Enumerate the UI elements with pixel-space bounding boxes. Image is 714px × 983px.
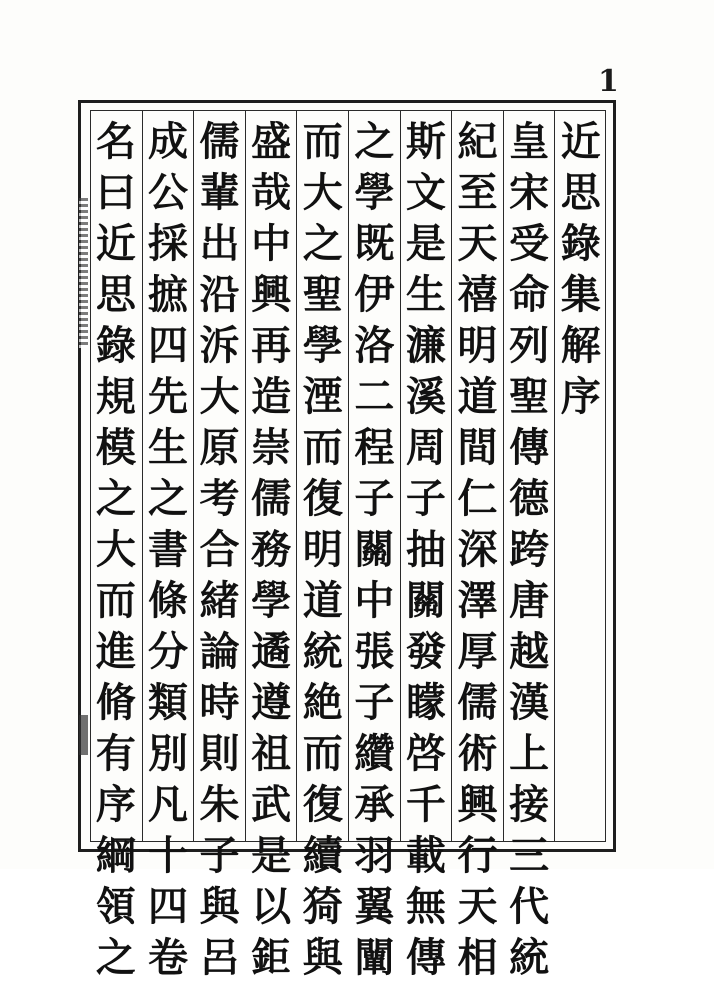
text-character: 術 bbox=[457, 730, 498, 777]
text-character: 造 bbox=[251, 373, 292, 420]
text-character: 子 bbox=[405, 475, 446, 522]
text-character: 務 bbox=[251, 526, 292, 573]
text-column-title bbox=[554, 110, 606, 842]
text-character: 公 bbox=[147, 169, 188, 216]
text-character: 相 bbox=[457, 934, 498, 981]
text-character: 而 bbox=[95, 577, 136, 624]
text-character: 卷 bbox=[147, 934, 188, 981]
text-character: 興 bbox=[457, 781, 498, 828]
text-character: 之 bbox=[95, 934, 136, 981]
text-character: 仁 bbox=[457, 475, 498, 522]
text-character: 接 bbox=[509, 781, 550, 828]
text-character: 而 bbox=[302, 730, 343, 777]
text-character: 二 bbox=[354, 373, 395, 420]
text-character: 學 bbox=[302, 322, 343, 369]
text-character: 序 bbox=[95, 781, 136, 828]
text-character: 泝 bbox=[199, 322, 240, 369]
text-character: 命 bbox=[509, 271, 550, 318]
text-character: 集 bbox=[560, 271, 601, 318]
text-character: 條 bbox=[147, 577, 188, 624]
text-character: 傳 bbox=[509, 424, 550, 471]
text-character: 子 bbox=[354, 475, 395, 522]
text-character: 湮 bbox=[302, 373, 343, 420]
text-character: 禧 bbox=[457, 271, 498, 318]
text-character: 關 bbox=[354, 526, 395, 573]
text-character: 發 bbox=[405, 628, 446, 675]
text-character: 錄 bbox=[95, 322, 136, 369]
text-character: 之 bbox=[302, 220, 343, 267]
text-character: 凡 bbox=[147, 781, 188, 828]
text-character: 纘 bbox=[354, 730, 395, 777]
text-character: 綱 bbox=[95, 832, 136, 879]
text-character: 文 bbox=[405, 169, 446, 216]
text-character: 紀 bbox=[457, 118, 498, 165]
text-character: 行 bbox=[457, 832, 498, 879]
text-character: 明 bbox=[457, 322, 498, 369]
text-character: 洛 bbox=[354, 322, 395, 369]
text-character: 有 bbox=[95, 730, 136, 777]
text-character: 子 bbox=[354, 679, 395, 726]
text-character: 漢 bbox=[509, 679, 550, 726]
text-character: 曰 bbox=[95, 169, 136, 216]
text-character: 朱 bbox=[199, 781, 240, 828]
text-character: 深 bbox=[457, 526, 498, 573]
text-character: 別 bbox=[147, 730, 188, 777]
text-character: 近 bbox=[560, 118, 601, 165]
text-character: 進 bbox=[95, 628, 136, 675]
margin-mark bbox=[79, 715, 88, 755]
text-character: 與 bbox=[302, 934, 343, 981]
text-character: 上 bbox=[509, 730, 550, 777]
text-character: 無 bbox=[405, 883, 446, 930]
text-character: 採 bbox=[147, 220, 188, 267]
text-column bbox=[142, 110, 194, 981]
text-character: 載 bbox=[405, 832, 446, 879]
text-character: 是 bbox=[251, 832, 292, 879]
text-character: 列 bbox=[509, 322, 550, 369]
text-character: 遹 bbox=[251, 628, 292, 675]
text-character: 跨 bbox=[509, 526, 550, 573]
text-character: 受 bbox=[509, 220, 550, 267]
text-column bbox=[245, 110, 297, 981]
text-character: 學 bbox=[251, 577, 292, 624]
text-character: 千 bbox=[405, 781, 446, 828]
text-character: 啓 bbox=[405, 730, 446, 777]
text-character: 呂 bbox=[199, 934, 240, 981]
text-character: 聖 bbox=[509, 373, 550, 420]
text-character: 沿 bbox=[199, 271, 240, 318]
text-character: 翼 bbox=[354, 883, 395, 930]
text-character: 間 bbox=[457, 424, 498, 471]
text-column bbox=[90, 110, 142, 981]
text-character: 猗 bbox=[302, 883, 343, 930]
text-character: 而 bbox=[302, 424, 343, 471]
text-character: 以 bbox=[251, 883, 292, 930]
text-character: 時 bbox=[199, 679, 240, 726]
text-character: 矇 bbox=[405, 679, 446, 726]
text-character: 是 bbox=[405, 220, 446, 267]
text-character: 模 bbox=[95, 424, 136, 471]
text-character: 儒 bbox=[457, 679, 498, 726]
text-character: 規 bbox=[95, 373, 136, 420]
text-character: 唐 bbox=[509, 577, 550, 624]
text-character: 德 bbox=[509, 475, 550, 522]
text-character: 中 bbox=[354, 577, 395, 624]
text-character: 道 bbox=[302, 577, 343, 624]
text-character: 合 bbox=[199, 526, 240, 573]
text-character: 領 bbox=[95, 883, 136, 930]
text-columns bbox=[90, 110, 606, 981]
text-character: 越 bbox=[509, 628, 550, 675]
margin-mark bbox=[79, 198, 88, 348]
text-character: 緒 bbox=[199, 577, 240, 624]
text-character: 祖 bbox=[251, 730, 292, 777]
text-character: 程 bbox=[354, 424, 395, 471]
text-character: 考 bbox=[199, 475, 240, 522]
text-character: 大 bbox=[95, 526, 136, 573]
text-character: 代 bbox=[509, 883, 550, 930]
text-character: 學 bbox=[354, 169, 395, 216]
text-column bbox=[400, 110, 452, 981]
text-character: 大 bbox=[199, 373, 240, 420]
text-character: 儒 bbox=[251, 475, 292, 522]
text-character: 統 bbox=[302, 628, 343, 675]
text-character: 至 bbox=[457, 169, 498, 216]
text-character: 抽 bbox=[405, 526, 446, 573]
text-character: 之 bbox=[354, 118, 395, 165]
text-character: 儒 bbox=[199, 118, 240, 165]
text-character: 而 bbox=[302, 118, 343, 165]
text-column bbox=[503, 110, 555, 981]
text-character: 濂 bbox=[405, 322, 446, 369]
text-character: 分 bbox=[147, 628, 188, 675]
text-column bbox=[451, 110, 503, 981]
text-character: 聖 bbox=[302, 271, 343, 318]
text-character: 澤 bbox=[457, 577, 498, 624]
text-character: 脩 bbox=[95, 679, 136, 726]
text-character: 與 bbox=[199, 883, 240, 930]
text-character: 中 bbox=[251, 220, 292, 267]
text-character: 生 bbox=[147, 424, 188, 471]
text-character: 之 bbox=[147, 475, 188, 522]
text-character: 復 bbox=[302, 781, 343, 828]
text-character: 遵 bbox=[251, 679, 292, 726]
text-character: 再 bbox=[251, 322, 292, 369]
text-character: 三 bbox=[509, 832, 550, 879]
text-character: 天 bbox=[457, 883, 498, 930]
text-character: 關 bbox=[405, 577, 446, 624]
text-character: 興 bbox=[251, 271, 292, 318]
text-character: 絶 bbox=[302, 679, 343, 726]
text-character: 則 bbox=[199, 730, 240, 777]
text-character: 哉 bbox=[251, 169, 292, 216]
text-character: 子 bbox=[199, 832, 240, 879]
text-character: 之 bbox=[95, 475, 136, 522]
text-character: 輩 bbox=[199, 169, 240, 216]
text-character: 周 bbox=[405, 424, 446, 471]
text-character: 明 bbox=[302, 526, 343, 573]
text-character: 四 bbox=[147, 883, 188, 930]
text-character: 思 bbox=[560, 169, 601, 216]
text-column bbox=[296, 110, 348, 981]
text-character: 張 bbox=[354, 628, 395, 675]
text-character: 先 bbox=[147, 373, 188, 420]
text-character: 傳 bbox=[405, 934, 446, 981]
text-character: 書 bbox=[147, 526, 188, 573]
text-character: 思 bbox=[95, 271, 136, 318]
text-character: 成 bbox=[147, 118, 188, 165]
text-character: 宋 bbox=[509, 169, 550, 216]
text-character: 斯 bbox=[405, 118, 446, 165]
text-character: 解 bbox=[560, 322, 601, 369]
text-character: 道 bbox=[457, 373, 498, 420]
text-character: 盛 bbox=[251, 118, 292, 165]
text-character: 近 bbox=[95, 220, 136, 267]
text-character: 天 bbox=[457, 220, 498, 267]
text-character: 承 bbox=[354, 781, 395, 828]
text-character: 武 bbox=[251, 781, 292, 828]
text-character: 序 bbox=[560, 373, 601, 420]
text-column bbox=[348, 110, 400, 981]
text-column bbox=[193, 110, 245, 981]
text-character: 類 bbox=[147, 679, 188, 726]
text-character: 羽 bbox=[354, 832, 395, 879]
text-character: 摭 bbox=[147, 271, 188, 318]
text-character: 溪 bbox=[405, 373, 446, 420]
text-character: 續 bbox=[302, 832, 343, 879]
text-character: 四 bbox=[147, 322, 188, 369]
text-character: 鉅 bbox=[251, 934, 292, 981]
text-character: 論 bbox=[199, 628, 240, 675]
text-character: 原 bbox=[199, 424, 240, 471]
text-character: 崇 bbox=[251, 424, 292, 471]
text-character: 生 bbox=[405, 271, 446, 318]
text-character: 復 bbox=[302, 475, 343, 522]
text-character: 名 bbox=[95, 118, 136, 165]
text-character: 統 bbox=[509, 934, 550, 981]
text-character: 闡 bbox=[354, 934, 395, 981]
text-character: 皇 bbox=[509, 118, 550, 165]
text-character: 大 bbox=[302, 169, 343, 216]
text-character: 出 bbox=[199, 220, 240, 267]
page-number: 1 bbox=[598, 64, 619, 99]
text-character: 伊 bbox=[354, 271, 395, 318]
text-character: 厚 bbox=[457, 628, 498, 675]
text-character: 錄 bbox=[560, 220, 601, 267]
text-character: 既 bbox=[354, 220, 395, 267]
text-character: 十 bbox=[147, 832, 188, 879]
